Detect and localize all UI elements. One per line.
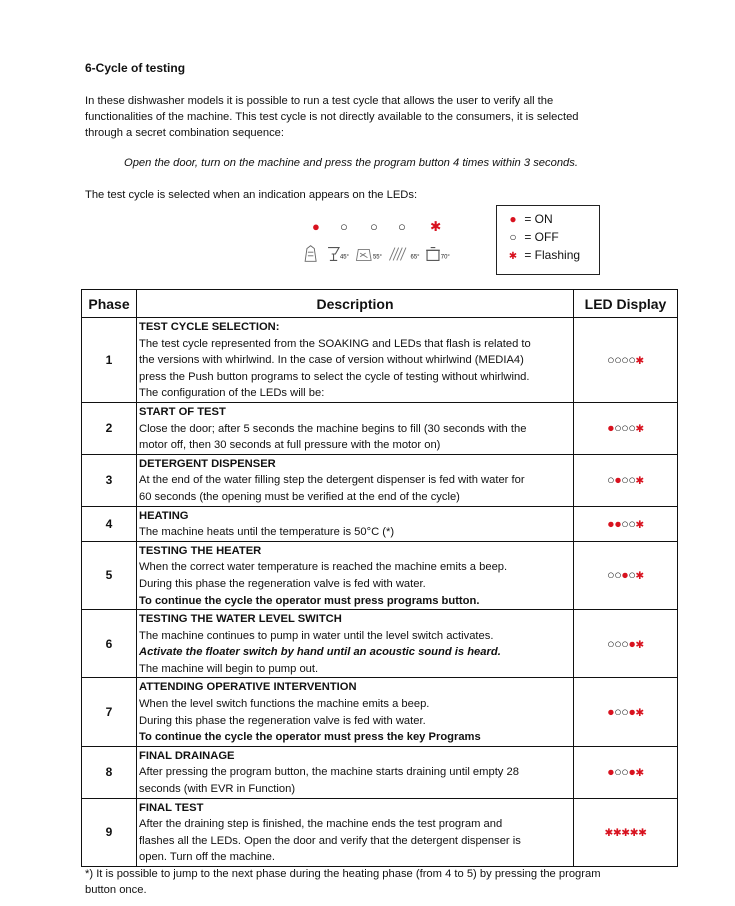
- legend-label: = ON: [524, 212, 553, 226]
- led-indicator: ○: [621, 636, 629, 651]
- description-line: press the Push button programs to select the cycle of testing without whirlwind.: [139, 370, 530, 383]
- phase-number: 7: [82, 678, 137, 746]
- description-line: During this phase the regeneration valve is fed with water.: [139, 577, 426, 590]
- description-line: The machine will begin to pump out.: [139, 662, 319, 675]
- led-indicator: ✱: [635, 707, 644, 720]
- column-header-phase: Phase: [82, 290, 137, 318]
- soak-icon: [305, 246, 316, 262]
- led-indicator: ●: [614, 473, 622, 488]
- led-indicator: ●: [628, 636, 636, 651]
- led-indicator: ●: [607, 705, 615, 720]
- section-heading: 6-Cycle of testing: [85, 61, 186, 75]
- table-row: [82, 402, 678, 454]
- phase-title: TESTING THE HEATER: [139, 544, 262, 557]
- phase-description: [137, 798, 574, 866]
- led-display: [574, 402, 678, 454]
- phase-number: 2: [82, 402, 137, 454]
- eco-pot-icon: [356, 249, 371, 260]
- description-line: motor off, then 30 seconds at full pressure with the motor on): [139, 439, 441, 452]
- description-line: After pressing the program button, the machine starts draining until empty 28: [139, 766, 519, 779]
- description-line: flashes all the LEDs. Open the door and verify that the detergent dispenser is: [139, 834, 521, 847]
- intro-line: functionalities of the machine. This test cycle is not directly available to the consumers, it is selected: [85, 111, 579, 123]
- description-line: The machine continues to pump in water until the level switch activates.: [139, 629, 494, 642]
- phase-description: [137, 402, 574, 454]
- program-temp-label: 70°: [440, 254, 450, 261]
- phase-description: [137, 506, 574, 541]
- led-indicator: ○: [614, 636, 622, 651]
- description-line: To continue the cycle the operator must press the key Programs: [139, 731, 481, 744]
- led-display: [574, 798, 678, 866]
- led-display: [574, 610, 678, 678]
- description-line: When the correct water temperature is reached the machine emits a beep.: [139, 561, 508, 574]
- led-display: [574, 506, 678, 541]
- led-display: [574, 746, 678, 798]
- description-line: To continue the cycle the operator must press programs button.: [139, 594, 480, 607]
- led-indicator: ○: [607, 352, 615, 367]
- table-row: [82, 610, 678, 678]
- led-indicator: ○: [607, 636, 615, 651]
- led-indicator: ○: [370, 219, 378, 234]
- led-indicator: ●: [628, 705, 636, 720]
- phase-number: 4: [82, 506, 137, 541]
- phase-number: 1: [82, 318, 137, 403]
- phase-title: START OF TEST: [139, 405, 226, 418]
- column-header-led-display: LED Display: [574, 290, 678, 318]
- led-indicator: ○: [628, 516, 636, 531]
- led-indicator: ●: [607, 516, 615, 531]
- description-line: The configuration of the LEDs will be:: [139, 387, 325, 400]
- program-icons: [296, 243, 471, 265]
- description-line: At the end of the water filling step the detergent dispenser is fed with water for: [139, 474, 525, 487]
- led-indicator: ○: [398, 219, 406, 234]
- program-temp-label: 55°: [372, 254, 382, 261]
- led-indicator: ✱: [635, 423, 644, 436]
- phase-title: TEST CYCLE SELECTION:: [139, 321, 280, 333]
- phase-title: DETERGENT DISPENSER: [139, 457, 276, 470]
- led-indicator: ○: [621, 516, 629, 531]
- table-row: [82, 746, 678, 798]
- instruction-text: Open the door, turn on the machine and press the program button 4 times within 3 seconds.: [124, 157, 578, 169]
- table-row: [82, 541, 678, 609]
- phase-description: [137, 454, 574, 506]
- phase-description: [137, 318, 574, 403]
- led-indicator: ○: [614, 352, 622, 367]
- led-indicator: ●: [607, 421, 615, 436]
- description-line: Close the door; after 5 seconds the machine begins to fill (30 seconds with the: [139, 422, 527, 435]
- program-temp-label: 65°: [410, 254, 420, 261]
- led-indicator: ○: [628, 421, 636, 436]
- led-indicator: ✱: [635, 354, 644, 367]
- description-line: Activate the floater switch by hand until an acoustic sound is heard.: [139, 646, 501, 659]
- phase-title: FINAL DRAINAGE: [139, 749, 235, 762]
- phase-title: TESTING THE WATER LEVEL SWITCH: [139, 613, 342, 626]
- description-line: The machine heats until the temperature is 50°C (*): [139, 526, 395, 539]
- led-indicator: ○: [607, 568, 615, 583]
- table-body: [82, 318, 678, 867]
- led-indicator: ✱: [635, 767, 644, 780]
- led-indicator: ○: [607, 473, 615, 488]
- phase-title: FINAL TEST: [139, 801, 204, 814]
- phase-description: [137, 541, 574, 609]
- phase-number: 3: [82, 454, 137, 506]
- test-phases-table: [81, 289, 678, 867]
- led-indicator: ○: [628, 352, 636, 367]
- led-indicator: ○: [340, 219, 348, 234]
- legend-symbol: ●: [509, 212, 517, 226]
- intro-paragraph: [85, 93, 645, 141]
- phase-description: [137, 678, 574, 746]
- phase-number: 6: [82, 610, 137, 678]
- table-row: [82, 798, 678, 866]
- led-indicator: ○: [621, 473, 629, 488]
- led-indicator: ✱: [635, 570, 644, 583]
- led-indicator: ●: [628, 765, 636, 780]
- description-line: After the draining step is finished, the machine ends the test program and: [139, 818, 503, 831]
- phase-number: 9: [82, 798, 137, 866]
- footnote-line: *) It is possible to jump to the next phase during the heating phase (from 4 to 5) by pressing the program: [85, 868, 601, 880]
- led-indicator: ✱: [635, 638, 644, 651]
- led-display: [574, 318, 678, 403]
- description-line: the versions with whirlwind. In the case of version without whirlwind (MEDIA4): [139, 354, 524, 367]
- description-line: seconds (with EVR in Function): [139, 783, 296, 796]
- legend-symbol: ○: [509, 230, 517, 244]
- led-indicator: ○: [614, 705, 622, 720]
- intensive-icon: [389, 248, 406, 261]
- column-header-description: Description: [137, 290, 574, 318]
- legend-row: [505, 230, 559, 244]
- led-indicator: ✱: [635, 518, 644, 531]
- legend-row: [505, 212, 553, 226]
- led-indicator: ●: [621, 568, 629, 583]
- table-row: [82, 678, 678, 746]
- legend-row: [505, 248, 580, 262]
- description-line: open. Turn off the machine.: [139, 851, 275, 864]
- table-row: [82, 454, 678, 506]
- phase-number: 8: [82, 746, 137, 798]
- led-indicator: ○: [614, 765, 622, 780]
- phase-title: ATTENDING OPERATIVE INTERVENTION: [139, 681, 357, 694]
- led-indicator: ✱: [635, 475, 644, 488]
- phase-title: HEATING: [139, 509, 189, 522]
- led-indicator: ○: [621, 705, 629, 720]
- led-indicator: ✱: [638, 827, 647, 840]
- glass-icon: [328, 248, 339, 261]
- selection-note: The test cycle is selected when an indication appears on the LEDs:: [85, 189, 418, 201]
- led-indicator: ✱: [604, 827, 613, 840]
- footnote: [85, 866, 665, 898]
- led-indicator: ✱: [621, 827, 630, 840]
- led-legend: [496, 205, 600, 275]
- led-display: [574, 541, 678, 609]
- table-header-row: [82, 290, 678, 318]
- led-indicator: ○: [614, 568, 622, 583]
- phase-description: [137, 610, 574, 678]
- legend-symbol: ✱: [508, 251, 518, 262]
- legend-label: = OFF: [524, 230, 559, 244]
- led-indicator: ✱: [629, 827, 639, 840]
- led-indicator: ○: [621, 765, 629, 780]
- table-row: [82, 506, 678, 541]
- led-indicator: ○: [614, 421, 622, 436]
- phase-description: [137, 746, 574, 798]
- led-indicator: ✱: [612, 827, 622, 840]
- led-indicator: ○: [628, 473, 636, 488]
- footnote-line: button once.: [85, 884, 147, 896]
- table-row: [82, 318, 678, 403]
- phase-number: 5: [82, 541, 137, 609]
- led-indicator: ✱: [430, 219, 442, 234]
- legend-label: = Flashing: [524, 248, 581, 262]
- led-indicator: ○: [621, 352, 629, 367]
- description-line: When the level switch functions the machine emits a beep.: [139, 698, 430, 711]
- pot-icon: [426, 248, 440, 261]
- description-line: 60 seconds (the opening must be verified at the end of the cycle): [139, 490, 460, 503]
- intro-line: through a secret combination sequence:: [85, 127, 285, 139]
- led-display: [574, 678, 678, 746]
- led-indicator: ●: [614, 516, 622, 531]
- led-indicator: ●: [312, 219, 320, 234]
- description-line: The test cycle represented from the SOAKING and LEDs that flash is related to: [139, 337, 531, 350]
- intro-line: In these dishwasher models it is possible to run a test cycle that allows the user to verify all the: [85, 95, 554, 107]
- led-display: [574, 454, 678, 506]
- description-line: During this phase the regeneration valve is fed with water.: [139, 714, 426, 727]
- led-indicator: ○: [628, 568, 636, 583]
- led-indicator: ●: [607, 765, 615, 780]
- led-indicator: ○: [621, 421, 629, 436]
- program-temp-label: 45°: [339, 254, 349, 261]
